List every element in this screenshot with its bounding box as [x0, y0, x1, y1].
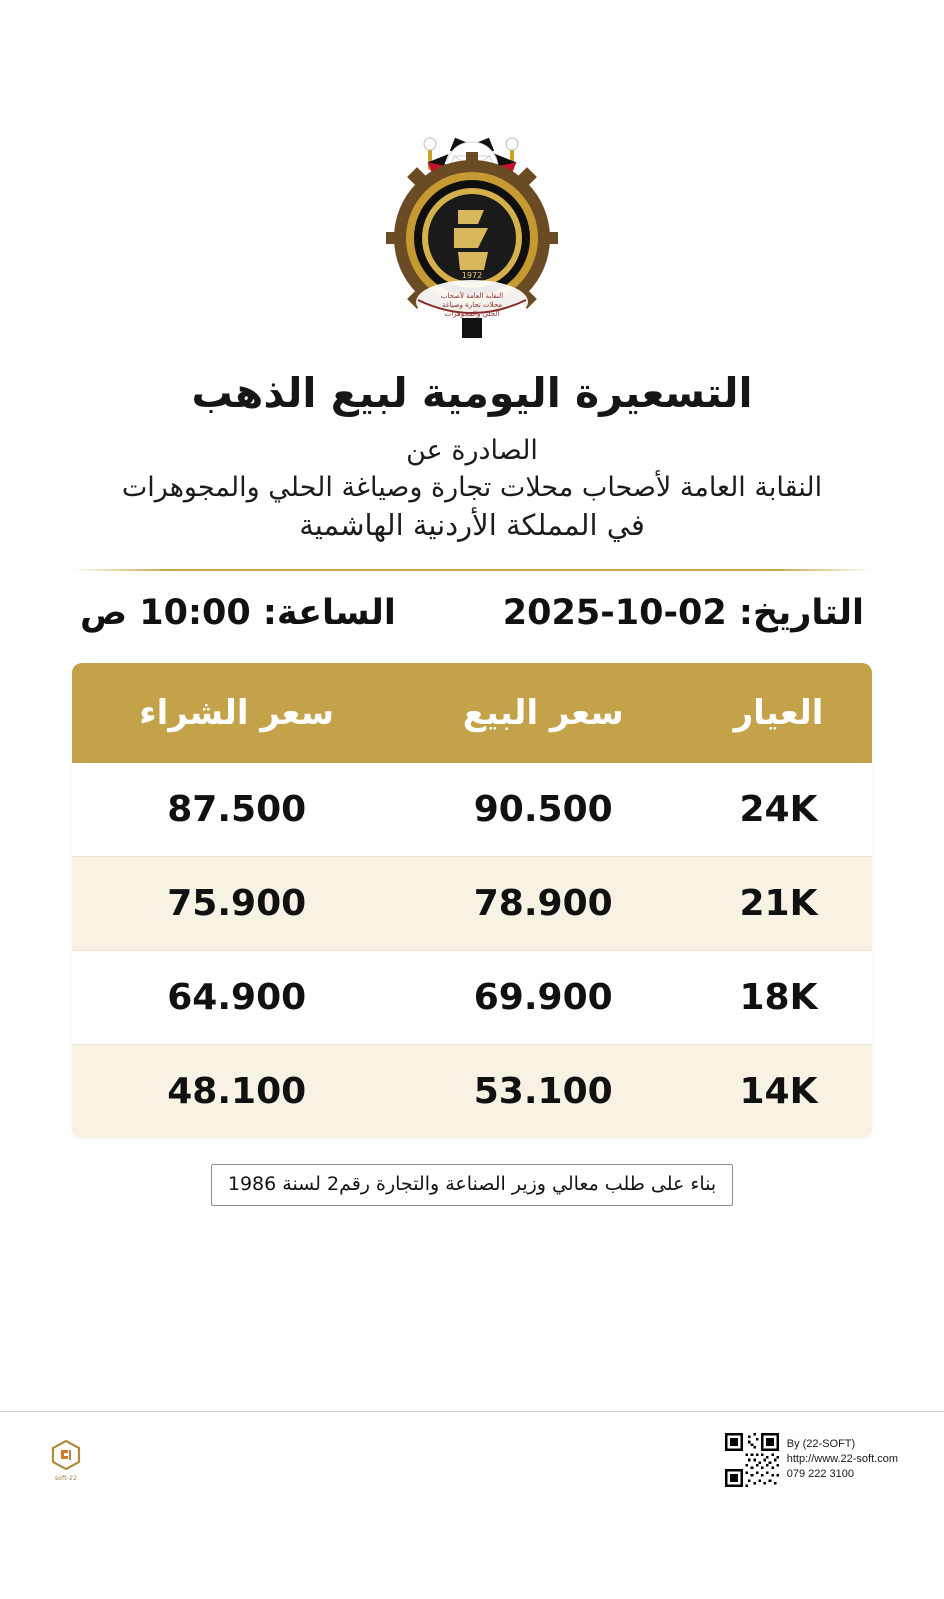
table-row: [72, 763, 872, 857]
cell-karat: 18K: [685, 951, 872, 1045]
table-row: [72, 857, 872, 951]
vendor-name: By (22-SOFT): [786, 1438, 856, 1451]
cell-sell-price: 69.900: [401, 951, 685, 1045]
subtitle-country: في المملكة الأردنية الهاشمية: [299, 508, 645, 543]
cell-buy-price: 64.900: [72, 951, 401, 1045]
header-divider: [72, 569, 872, 571]
time-block: [80, 593, 396, 633]
table-header-row: [72, 663, 872, 763]
column-header-buy: سعر الشراء: [72, 663, 401, 763]
table-row: [72, 1045, 872, 1139]
svg-text:محلات تجارة وصياغة: محلات تجارة وصياغة: [441, 301, 503, 309]
brand-caption: 22-soft: [54, 1474, 78, 1482]
syndicate-emblem: [362, 118, 582, 348]
table-header: [72, 663, 872, 763]
cell-karat: 21K: [685, 857, 872, 951]
time-label: الساعة:: [262, 593, 396, 634]
column-header-karat: العيار: [685, 663, 872, 763]
svg-text:النقابة العامة لأصحاب: النقابة العامة لأصحاب: [440, 292, 504, 300]
vendor-phone: 079 222 3100: [786, 1467, 855, 1480]
date-value: 02-10-2025: [502, 593, 727, 634]
table-body: [72, 763, 872, 1138]
page-title: التسعيرة اليومية لبيع الذهب: [191, 369, 753, 417]
table-row: [72, 951, 872, 1045]
date-time-row: [72, 593, 872, 633]
cell-buy-price: 87.500: [72, 763, 401, 857]
emblem-icon: [362, 118, 582, 348]
gold-price-table: [72, 663, 872, 1138]
date-block: [503, 593, 864, 633]
column-header-sell: سعر البيع: [401, 663, 685, 763]
cell-karat: 24K: [685, 763, 872, 857]
subtitle-issued-by: الصادرة عن: [406, 435, 538, 467]
cell-sell-price: 53.100: [473, 1071, 613, 1113]
cell-sell-price: 90.500: [401, 763, 685, 857]
date-label: التاريخ:: [738, 593, 864, 634]
cell-sell-price: 78.900: [401, 857, 685, 951]
svg-text:الحلي والمجوهرات: الحلي والمجوهرات: [444, 310, 500, 318]
svg-text:1972: 1972: [461, 271, 483, 280]
cell-karat: 14K: [739, 1071, 818, 1113]
qr-code-icon[interactable]: [725, 1433, 779, 1487]
vendor-block: [725, 1433, 898, 1487]
subtitle-syndicate-name: النقابة العامة لأصحاب محلات تجارة وصياغة الحلي والمجوهرات: [121, 472, 823, 504]
legal-note: بناء على طلب معالي وزير الصناعة والتجارة رقم2 لسنة 1986: [211, 1164, 733, 1206]
vendor-website[interactable]: http://www.22-soft.com: [786, 1453, 898, 1466]
cell-buy-price: 48.100: [167, 1071, 307, 1113]
brand-logo: [46, 1438, 86, 1482]
time-value: 10:00 ص: [80, 593, 251, 634]
footer: [0, 1411, 944, 1507]
vendor-info: [787, 1437, 898, 1482]
cell-buy-price: 75.900: [72, 857, 401, 951]
brand-block: [46, 1438, 86, 1482]
cube-logo-icon: [49, 1438, 83, 1472]
